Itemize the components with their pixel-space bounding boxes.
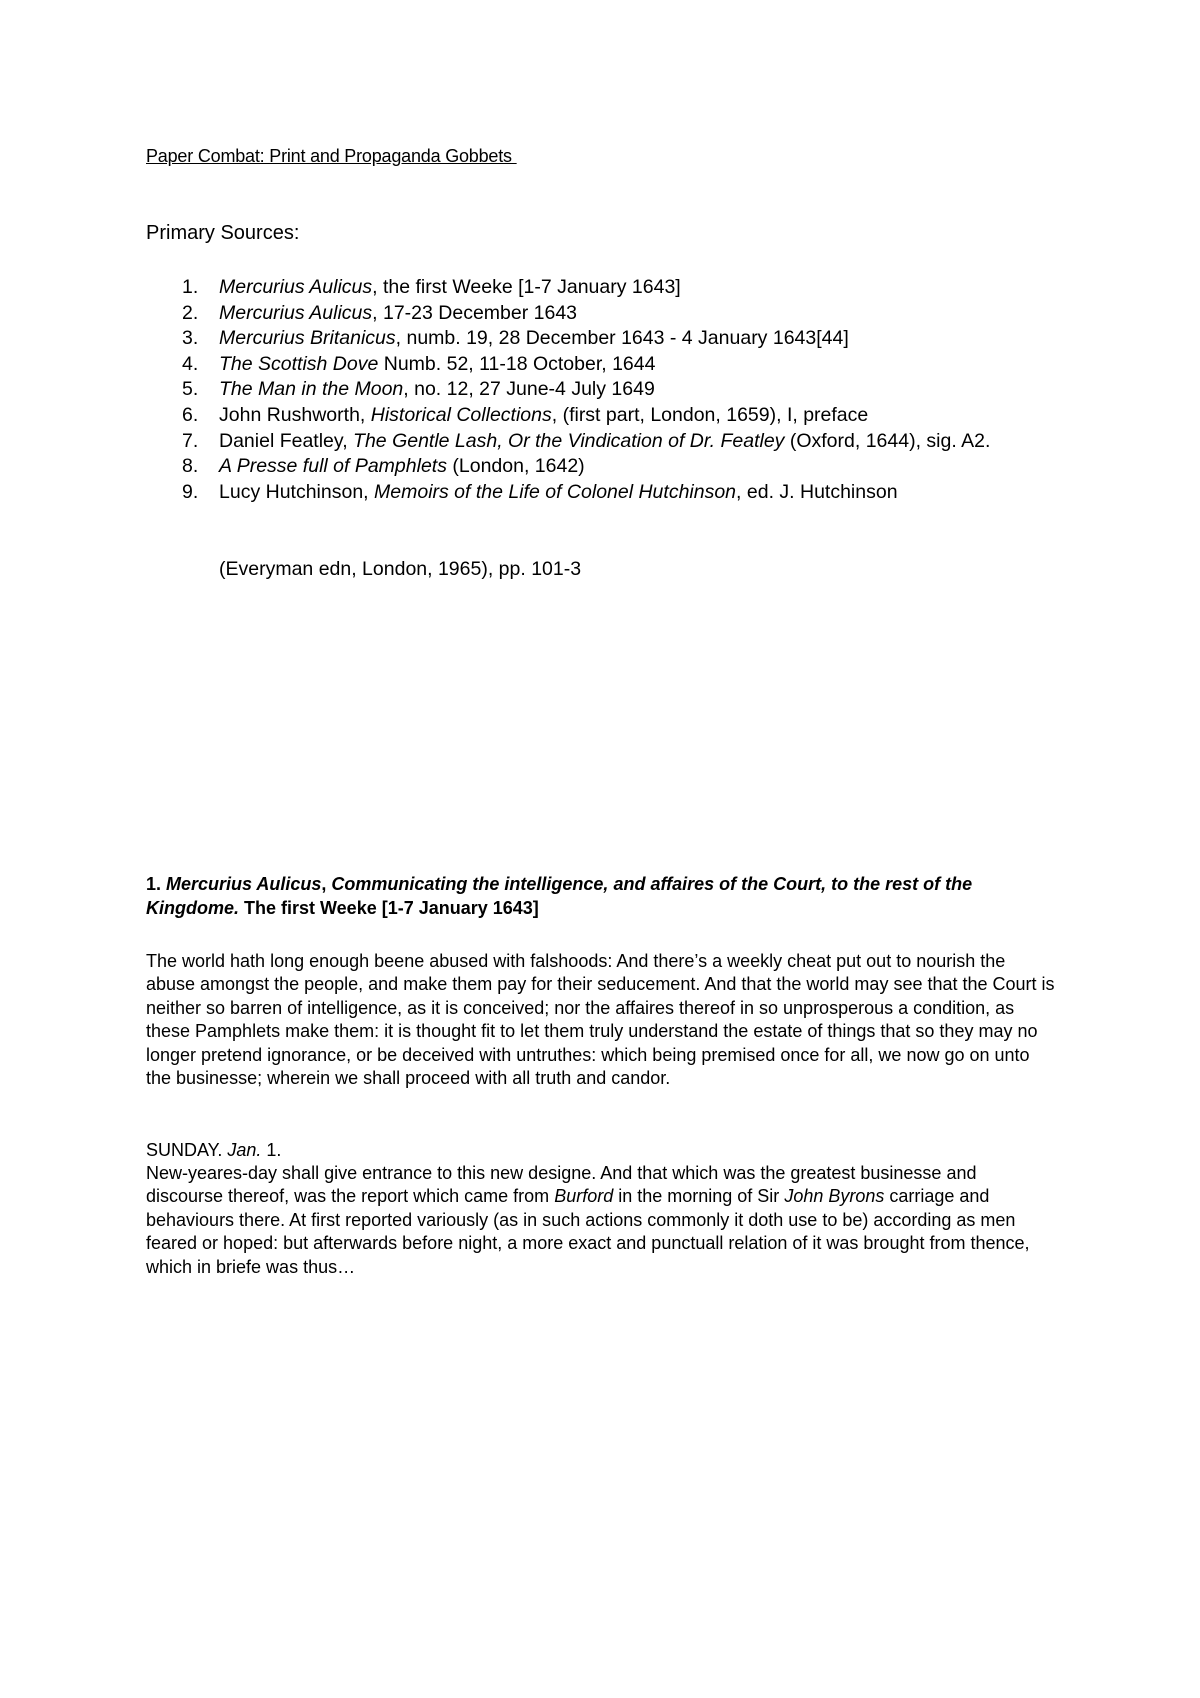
gobbet-title [146, 872, 1056, 920]
source-number: 5. [182, 378, 199, 401]
source-number: 9. [182, 480, 199, 503]
source-text-run: Lucy Hutchinson, [219, 480, 375, 503]
source-text-run: , 17-23 December 1643 [372, 301, 578, 324]
primary-sources-heading: Primary Sources: [146, 222, 300, 244]
source-list-item [146, 480, 1046, 506]
source-text-run: John Rushworth, [219, 403, 371, 426]
day-body-text-run: carriage and behaviours there. At first reported variously (as in such actions commonly it doth use to be) according as men feared or hoped: but afterwards before night, a more exact and punctuall relation of it was brought from thence, which in briefe was thus… [146, 1186, 1030, 1277]
gobbet-intro-paragraph: The world hath long enough beene abused with falshoods: And there’s a weekly cheat put out to nourish the abuse amongst the people, and make them pay for their seducement. And that the world may see that the Court is neither so barren of intelligence, as it is conceived; nor the affaires thereof in so unprosperous a condition, as these Pamphlets make them: it is thought fit to let them truly understand the estate of things that so they may no longer pretend ignorance, or be deceived with untruthes: which being premised once for all, we now go on unto the businesse; wherein we shall proceed with all truth and candor. [146, 951, 1055, 1089]
day-heading-text-run: Jan. [227, 1140, 262, 1160]
source-text-run: Historical Collections [370, 403, 552, 426]
source-text-run: Mercurius Aulicus [219, 276, 373, 298]
gobbet-title-text-run: 1. [146, 874, 167, 894]
gobbet-title-text-run: The first Weeke [1-7 January 1643] [239, 898, 539, 918]
day-body-paragraph [146, 1162, 1056, 1279]
day-body-text-run: in the morning of Sir [613, 1186, 785, 1207]
primary-sources-list [146, 275, 1046, 505]
source-number: 6. [182, 403, 199, 426]
source-number: 8. [182, 455, 199, 478]
source-text-run: Memoirs of the Life of Colonel Hutchinson [374, 480, 737, 503]
source-list-item [146, 429, 1046, 455]
source-text-run: , numb. 19, 28 December 1643 - 4 January 1643[44] [395, 327, 849, 350]
day-body-text-run: New-yeares-day shall give entrance to this new designe. And that which was the greatest businesse and discourse thereof, was the report which came from [146, 1163, 977, 1207]
source-number: 2. [182, 301, 199, 324]
gobbet-title-text-run: Mercurius Aulicus [166, 874, 322, 894]
day-heading [146, 1140, 281, 1161]
source-text-run: (London, 1642) [446, 455, 585, 478]
day-heading-text-run: 1. [261, 1140, 282, 1160]
source-text-run: , no. 12, 27 June-4 July 1649 [403, 378, 655, 401]
source-text-run: Numb. 52, 11-18 October, 1644 [378, 352, 656, 375]
day-body-text-run: John Byrons [784, 1186, 885, 1207]
source-text-run: , (first part, London, 1659), I, preface [551, 403, 869, 426]
source-number: 7. [182, 429, 199, 452]
source-text-run: , the first Weeke [1-7 January 1643] [372, 276, 681, 298]
document-title: Paper Combat: Print and Propaganda Gobbets [146, 146, 517, 166]
source-text-run: Mercurius Aulicus [219, 301, 373, 324]
source-text-run: The Gentle Lash, Or the Vindication of Dr. Featley [353, 429, 785, 452]
source-text-run: The Man in the Moon [219, 378, 404, 401]
source-list-item [146, 301, 1046, 327]
gobbet-title-text-run: , [321, 874, 332, 894]
source-list-item [146, 377, 1046, 403]
source-9-continuation: (Everyman edn, London, 1965), pp. 101-3 [219, 558, 582, 580]
source-text-run: A Presse full of Pamphlets [219, 455, 447, 478]
source-list-item [146, 454, 1046, 480]
source-list-item [146, 403, 1046, 429]
source-list-item [146, 275, 1046, 301]
source-text-run: Daniel Featley, [219, 429, 354, 452]
source-list-item [146, 352, 1046, 378]
source-text-run: The Scottish Dove [219, 352, 379, 375]
source-text-run: (Oxford, 1644), sig. A2. [784, 429, 991, 452]
gobbet-title-text-run: Communicating the intelligence, and affaires of the Court, to the rest of the Kingdome. [146, 874, 973, 918]
source-number: 1. [182, 276, 199, 298]
source-list-item [146, 326, 1046, 352]
source-number: 4. [182, 352, 199, 375]
day-heading-text-run: SUNDAY. [146, 1140, 228, 1160]
source-text-run: , ed. J. Hutchinson [736, 480, 898, 503]
day-body-text-run: Burford [554, 1186, 614, 1207]
source-text-run: Mercurius Britanicus [219, 327, 396, 350]
source-number: 3. [182, 327, 199, 350]
